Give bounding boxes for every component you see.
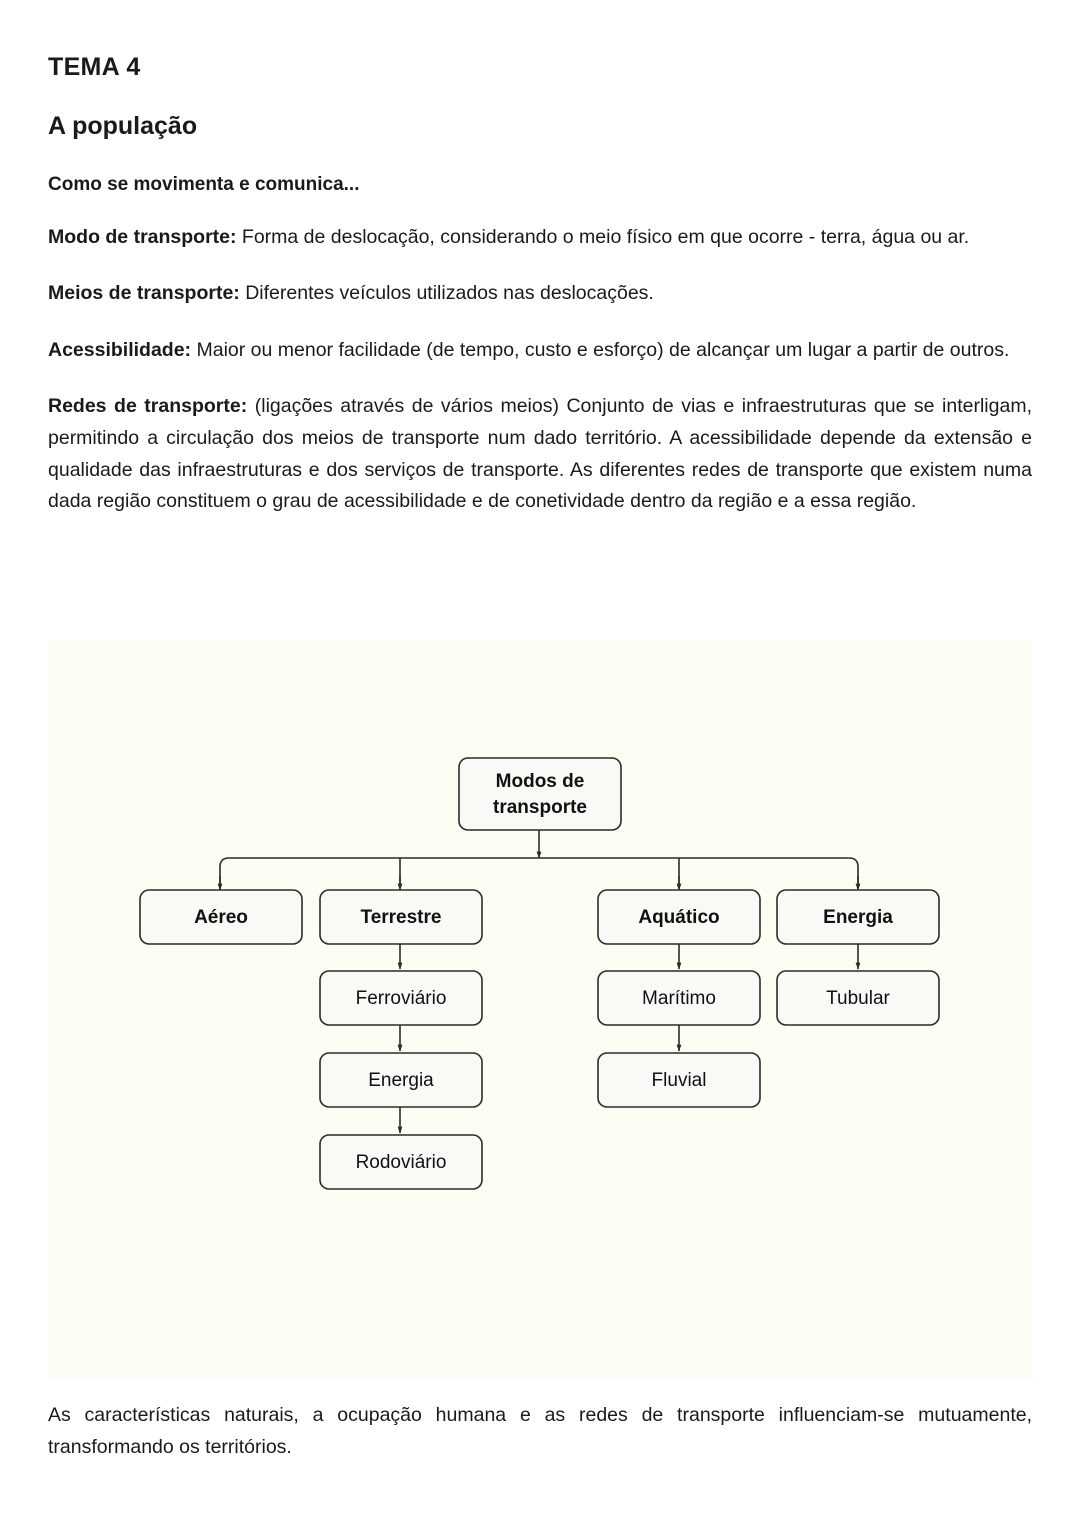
node-label-aquatico: Aquático [638,907,720,929]
closing-paragraph: As características naturais, a ocupação humana e as redes de transporte influenciam-se mutuamente, transformando os territórios. [48,1404,1032,1458]
diagram-node-aereo [140,890,302,944]
definition-text: (ligações através de vários meios) Conjunto de vias e infraestruturas que se interligam, permitindo a circulação dos meios de transporte num dado território. A acessibilidade depende da extensão e qualidade das infraestruturas e dos serviços de transporte. As diferentes redes de transporte que existem numa dada região constituem o grau de acessibilidade e de conetividade dentro da região e a essa região. [48,395,1032,513]
closing-block [0,1378,1080,1526]
definition-paragraph-redes-de-transporte [48,366,1032,517]
page-title: A população [48,112,198,140]
node-label-rodoviario: Rodoviário [355,1152,447,1174]
node-label-terrestre: Terrestre [360,907,442,929]
definition-text: Forma de deslocação, considerando o meio físico em que ocorre - terra, água ou ar. [236,225,970,248]
node-label-root-line2: transporte [493,797,587,819]
diagram-node-tubular [777,971,939,1025]
diagram-node-ferroviario [320,971,482,1025]
node-label-ferroviario: Ferroviário [355,988,447,1010]
diagram-node-maritimo [598,971,760,1025]
connector-root-bus [220,858,858,884]
transport-modes-diagram [48,640,1032,1378]
definition-paragraph-acessibilidade [48,310,1032,367]
definition-term: Redes de transporte: [48,395,248,418]
node-box-root [459,758,621,830]
diagram-node-root [459,758,621,830]
diagram-node-fluvial [598,1053,760,1107]
definition-term: Meios de transporte: [48,282,240,305]
node-label-energia-level2: Energia [823,907,893,929]
definition-term: Acessibilidade: [48,338,192,361]
diagram-node-rodoviario [320,1135,482,1189]
page-section-label: TEMA 4 [48,53,141,81]
definition-term: Modo de transporte: [48,225,237,248]
diagram-node-terrestre [320,890,482,944]
definition-text: Diferentes veículos utilizados nas deslocações. [239,282,654,305]
page-subtitle: Como se movimenta e comunica... [48,174,360,195]
diagram-node-energia-level2 [777,890,939,944]
definition-paragraph-modo-de-transporte [48,197,1032,254]
node-label-maritimo: Marítimo [642,988,716,1010]
diagram-node-energia-level3 [320,1053,482,1107]
node-label-energia-level3: Energia [368,1070,434,1092]
node-label-tubular: Tubular [826,988,890,1010]
node-label-fluvial: Fluvial [651,1070,707,1092]
diagram-node-aquatico [598,890,760,944]
node-label-aereo: Aéreo [194,907,248,929]
definition-text: Maior ou menor facilidade (de tempo, custo e esforço) de alcançar um lugar a partir de outros. [191,338,1010,361]
node-label-root-line1: Modos de [495,771,585,793]
definition-paragraph-meios-de-transporte [48,253,1032,310]
